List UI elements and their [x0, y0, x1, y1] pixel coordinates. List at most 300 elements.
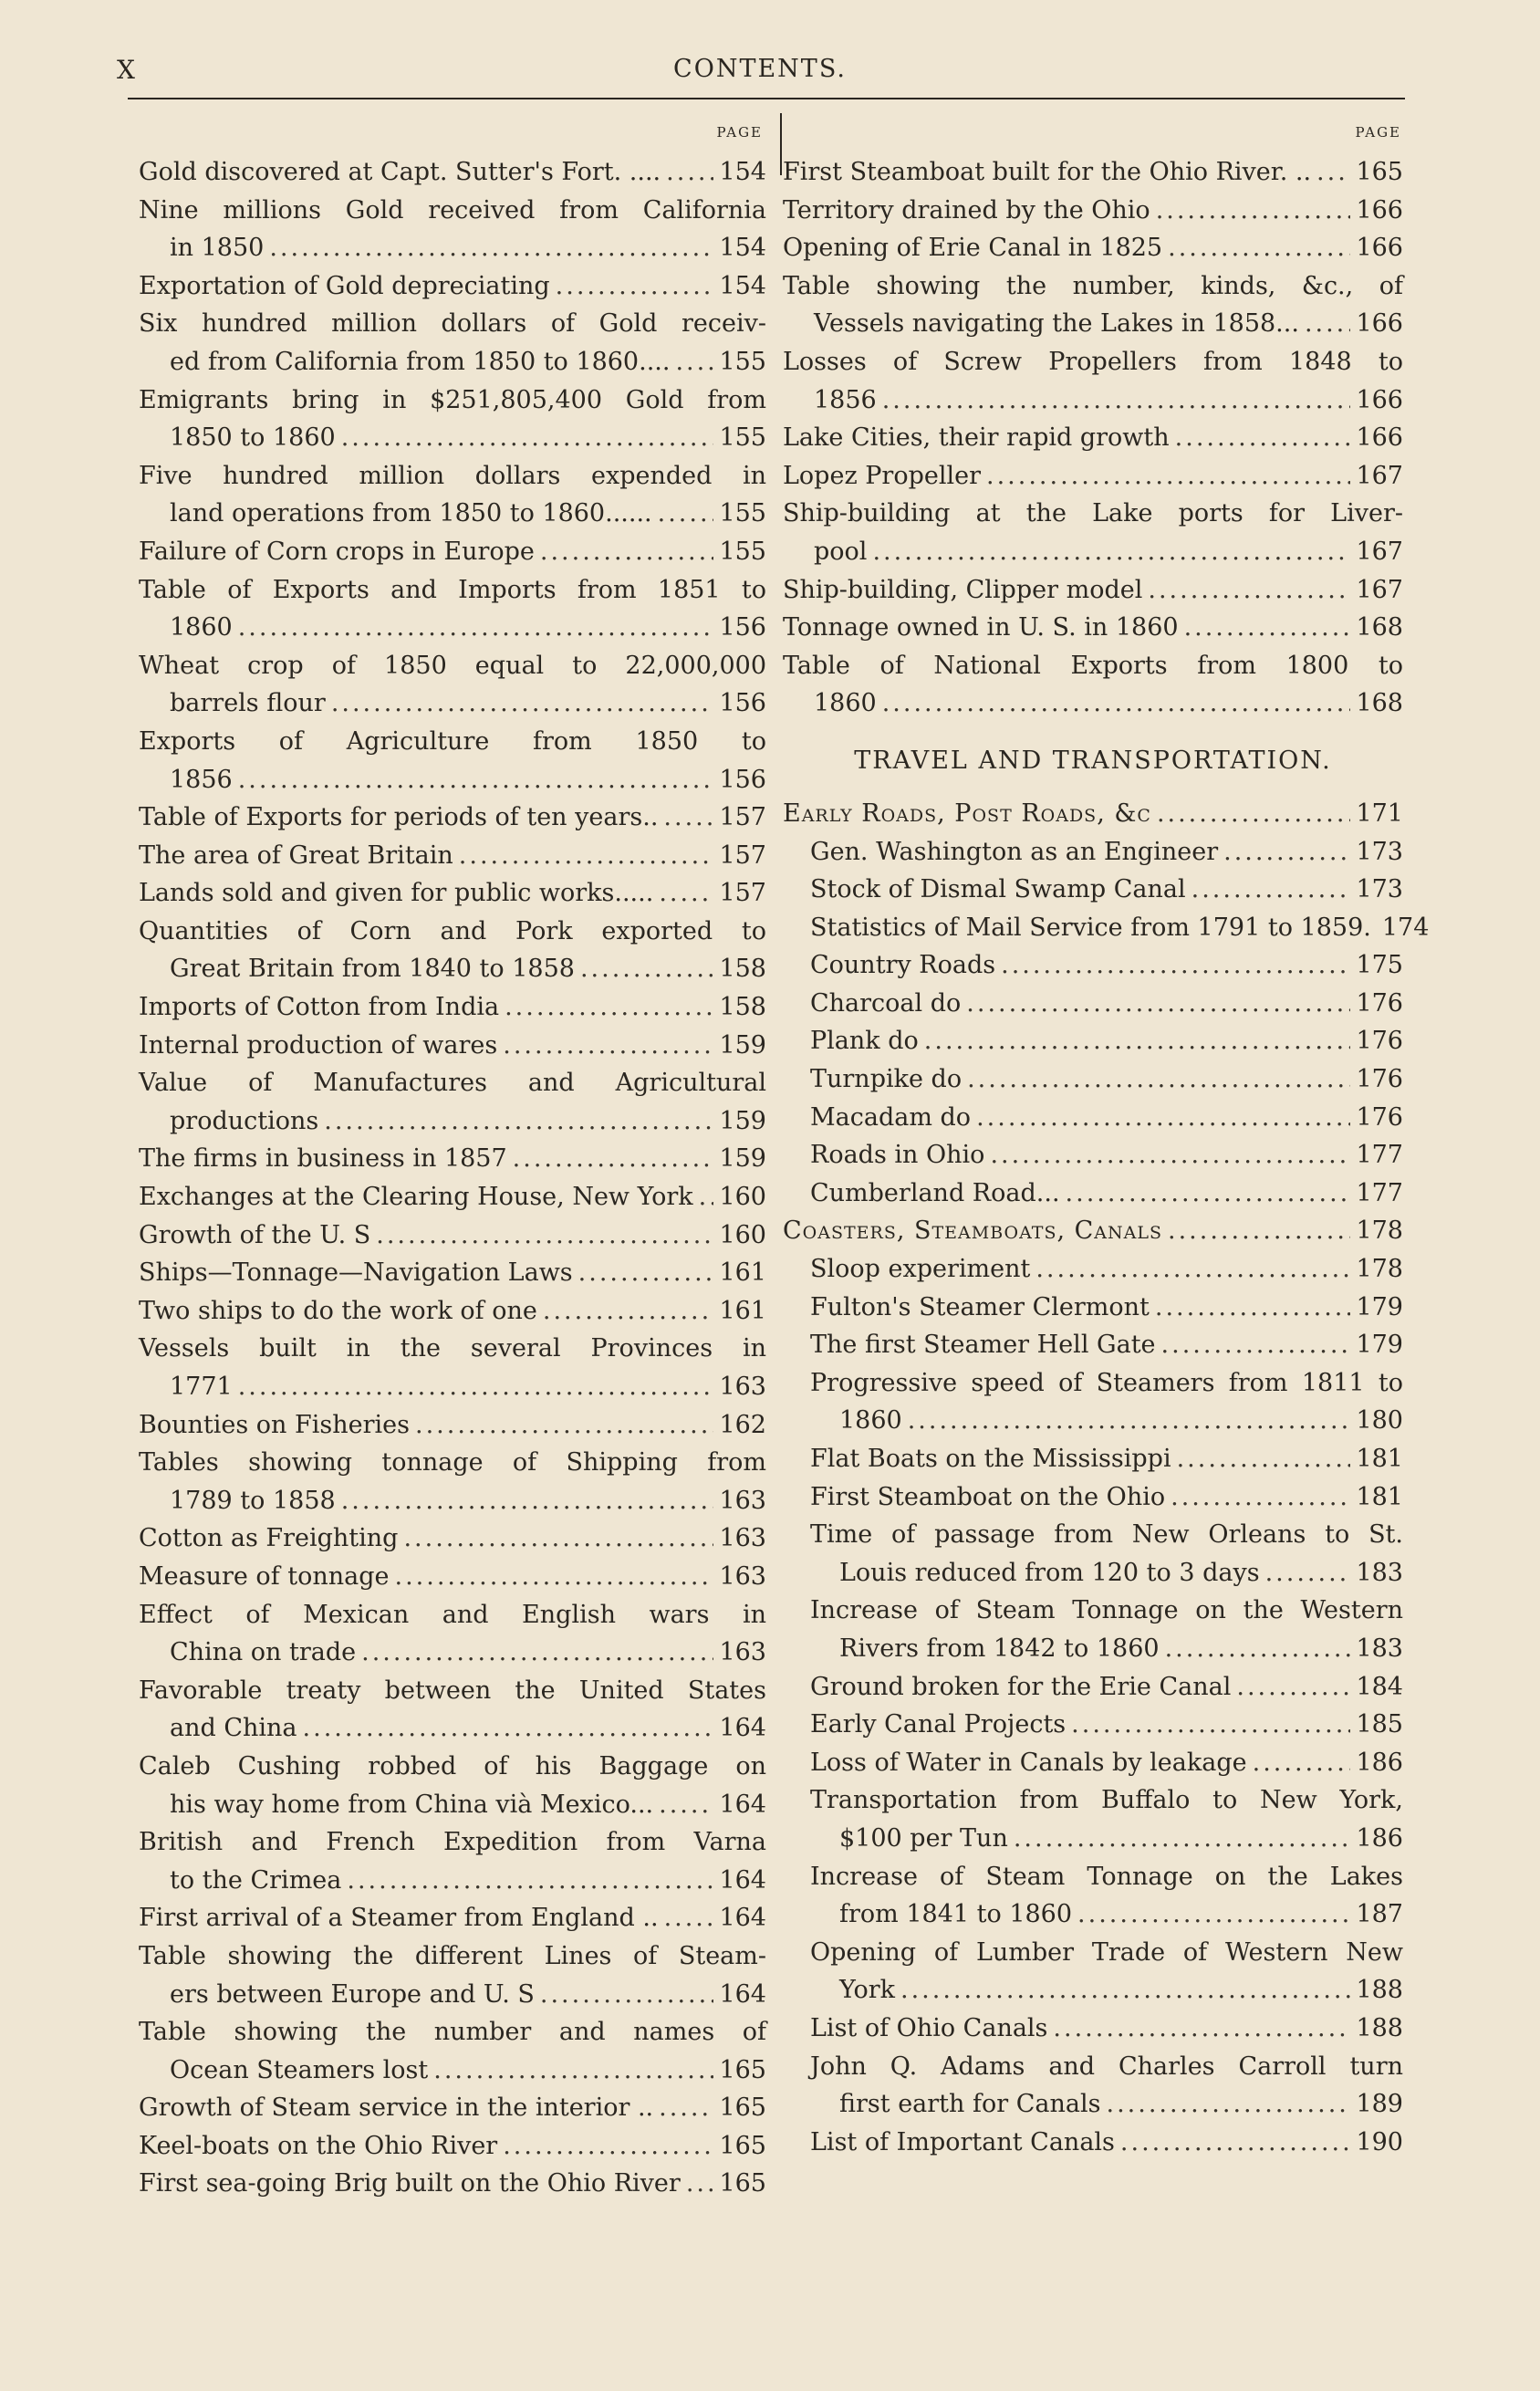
entry-line — [139, 1899, 766, 1937]
entry-line — [810, 1668, 1403, 1707]
entry-title: Gen. Washington as an Engineer — [810, 837, 1219, 866]
entry-line — [810, 1895, 1403, 1934]
entry-line — [810, 1326, 1403, 1364]
toc-entry — [139, 1519, 766, 1558]
dot-leader — [1053, 2010, 1350, 2048]
entry-title: Internal production of wares — [139, 1030, 498, 1060]
entry-page: 166 — [1356, 423, 1403, 453]
entry-line — [139, 153, 766, 192]
entry-line — [139, 1368, 766, 1406]
entry-line — [139, 229, 766, 267]
entry-line — [783, 1212, 1403, 1250]
dot-leader — [1191, 871, 1351, 909]
entry-title: Growth of the U. S — [139, 1220, 371, 1249]
dot-leader — [540, 533, 714, 571]
dot-leader — [1155, 1289, 1351, 1327]
entry-line — [783, 571, 1403, 610]
section-heading: TRAVEL AND TRANSPORTATION. — [854, 746, 1332, 775]
entry-line — [139, 1178, 766, 1216]
entry-page: 167 — [1356, 461, 1403, 490]
entry-page: 171 — [1356, 799, 1403, 828]
entry-title: Cumberland Road... — [810, 1178, 1060, 1207]
entry-line: Favorable treaty between the United States — [139, 1676, 766, 1705]
entry-page: 164 — [719, 1865, 766, 1895]
entry-line: Table of Exports and Imports from 1851 to — [139, 575, 766, 604]
entry-title: Ship-building, Clipper model — [783, 575, 1143, 604]
entry-page: 177 — [1356, 1141, 1403, 1170]
entry-title: First sea-going Brig built on the Ohio River — [139, 2169, 681, 2198]
entry-line: Table showing the number and names of — [139, 2018, 766, 2047]
entry-line — [810, 909, 1430, 947]
toc-entry — [810, 1478, 1403, 1517]
entry-title: Growth of Steam service in the interior .. — [139, 2093, 654, 2123]
toc-entry — [810, 909, 1430, 947]
entry-page: 184 — [1356, 1672, 1403, 1701]
toc-entry — [139, 723, 766, 799]
entry-line — [139, 533, 766, 571]
header-rule — [128, 98, 1405, 99]
entry-title: Ships—Tonnage—Navigation Laws — [139, 1258, 573, 1288]
entry-title: Ocean Steamers lost — [170, 2055, 429, 2084]
dot-leader — [666, 153, 713, 192]
entry-page: 190 — [1356, 2127, 1403, 2156]
dot-leader — [664, 1899, 714, 1937]
toc-entry — [783, 1212, 1403, 1250]
dot-leader — [513, 1140, 714, 1178]
dot-leader — [659, 1786, 713, 1824]
entry-line: Six hundred million dollars of Gold receiv- — [139, 309, 766, 339]
entry-line: Opening of Lumber Trade of Western New — [810, 1937, 1403, 1967]
toc-entry — [139, 1672, 766, 1748]
entry-title: Loss of Water in Canals by leakage — [810, 1748, 1247, 1777]
entry-page: 164 — [719, 1904, 766, 1933]
entry-title: Flat Boats on the Mississippi — [810, 1445, 1171, 1473]
entry-line — [783, 192, 1403, 230]
toc-entry — [810, 1175, 1403, 1213]
toc-entry — [810, 2048, 1403, 2124]
entry-title: Gold discovered at Capt. Sutter's Fort. .... — [139, 158, 661, 186]
entry-line: Value of Manufactures and Agricultural — [139, 1069, 766, 1098]
entry-page: 173 — [1356, 875, 1403, 904]
toc-entry — [139, 913, 766, 988]
entry-page: 155 — [719, 347, 766, 376]
dot-leader — [908, 1402, 1351, 1440]
entry-page: 155 — [719, 499, 766, 528]
toc-entry — [139, 571, 766, 647]
entry-title: Lands sold and given for public works..... — [139, 879, 654, 908]
entry-title: First arrival of a Steamer from England .. — [139, 1904, 659, 1933]
entry-title: first earth for Canals — [839, 2090, 1101, 2119]
entry-page: 165 — [1356, 158, 1403, 186]
entry-line: Vessels built in the several Provinces in — [139, 1334, 766, 1363]
entry-page: 161 — [719, 1258, 766, 1288]
dot-leader — [882, 684, 1351, 723]
toc-entry — [139, 1596, 766, 1672]
dot-leader — [1168, 229, 1350, 267]
entry-page: 160 — [719, 1220, 766, 1249]
entry-line — [139, 1519, 766, 1558]
entry-line — [139, 1254, 766, 1292]
entry-title: 1860 — [814, 689, 877, 718]
dot-leader — [1177, 1440, 1351, 1478]
entry-title: Cotton as Freighting — [139, 1524, 399, 1553]
toc-entry — [139, 837, 766, 875]
entry-title: Early Canal Projects — [810, 1710, 1067, 1739]
dot-leader — [1175, 419, 1351, 457]
entry-page: 167 — [1356, 575, 1403, 604]
entry-title: Opening of Erie Canal in 1825 — [783, 234, 1163, 263]
entry-line: Nine millions Gold received from California — [139, 195, 766, 224]
entry-line — [810, 1175, 1403, 1213]
entry-title: 1860 — [839, 1406, 902, 1436]
entry-page: 158 — [719, 993, 766, 1022]
entry-title: Territory drained by the Ohio — [783, 195, 1150, 224]
entry-line — [139, 1634, 766, 1672]
entry-page: 156 — [719, 613, 766, 642]
entry-line — [810, 1099, 1403, 1137]
entry-line: Caleb Cushing robbed of his Baggage on — [139, 1751, 766, 1780]
entry-page: 176 — [1356, 1065, 1403, 1094]
dot-leader — [967, 1060, 1350, 1099]
toc-entry — [810, 1289, 1403, 1327]
entry-page: 188 — [1356, 1976, 1403, 2005]
entry-line — [139, 1862, 766, 1900]
entry-page: 154 — [719, 271, 766, 300]
entry-page: 183 — [1356, 1634, 1403, 1663]
entry-line: Ship-building at the Lake ports for Liver- — [783, 499, 1403, 528]
dot-leader — [395, 1558, 714, 1596]
right-page-label: PAGE — [1355, 124, 1401, 141]
entry-line — [139, 1140, 766, 1178]
dot-leader — [1077, 1895, 1350, 1934]
entry-page: 164 — [719, 1979, 766, 2009]
entry-title: from 1841 to 1860 — [839, 1900, 1073, 1929]
entry-line — [810, 1820, 1403, 1858]
entry-title: The firms in business in 1857 — [139, 1144, 507, 1174]
dot-leader — [238, 761, 714, 799]
entry-line — [783, 533, 1403, 571]
dot-leader — [324, 1102, 713, 1141]
toc-entry — [139, 2089, 766, 2127]
entry-line: Table showing the different Lines of Steam- — [139, 1941, 766, 1970]
entry-title: Stock of Dismal Swamp Canal — [810, 875, 1186, 904]
toc-entry — [139, 533, 766, 571]
dot-leader — [433, 2052, 713, 2090]
entry-title: Plank do — [810, 1027, 919, 1056]
entry-line — [139, 419, 766, 457]
entry-line — [810, 1554, 1403, 1592]
entry-title: his way home from China vià Mexico... — [170, 1790, 654, 1819]
entry-line — [139, 267, 766, 306]
entry-page: 181 — [1356, 1482, 1403, 1511]
dot-leader — [872, 533, 1350, 571]
entry-page: 176 — [1356, 1027, 1403, 1056]
entry-line — [810, 2010, 1403, 2048]
toc-entry — [810, 871, 1403, 909]
dot-leader — [1014, 1820, 1351, 1858]
toc-entry — [139, 1027, 766, 1065]
entry-page: 188 — [1356, 2013, 1403, 2042]
dot-leader — [990, 1136, 1350, 1175]
entry-line — [810, 1440, 1403, 1478]
entry-line — [783, 229, 1403, 267]
dot-leader — [1035, 1250, 1350, 1289]
entry-line — [139, 1482, 766, 1520]
toc-entry — [783, 419, 1403, 457]
dot-leader — [415, 1406, 713, 1445]
entry-page: 176 — [1356, 1102, 1403, 1132]
running-title: CONTENTS. — [673, 55, 847, 83]
entry-page: 186 — [1356, 1748, 1403, 1777]
toc-entry — [810, 1326, 1403, 1364]
dot-leader — [503, 2127, 713, 2166]
toc-entry — [139, 1823, 766, 1899]
entry-page: 163 — [719, 1638, 766, 1667]
entry-page: 181 — [1356, 1445, 1403, 1473]
entry-line — [810, 1289, 1403, 1327]
entry-line — [810, 985, 1403, 1023]
entry-title: Roads in Ohio — [810, 1141, 985, 1170]
entry-page: 157 — [719, 803, 766, 832]
page-number: X — [117, 55, 136, 85]
dot-leader — [376, 1216, 713, 1255]
entry-title: Imports of Cotton from India — [139, 993, 500, 1022]
entry-line — [139, 2052, 766, 2090]
dot-leader — [1001, 946, 1350, 985]
toc-entry — [810, 1934, 1403, 2010]
dot-leader — [341, 419, 714, 457]
entry-line — [810, 2124, 1403, 2162]
entry-page: 165 — [719, 2131, 766, 2160]
toc-entry — [783, 647, 1403, 723]
toc-entry — [810, 2124, 1403, 2162]
entry-title: Great Britain from 1840 to 1858 — [170, 955, 575, 984]
dot-leader — [1120, 2124, 1351, 2162]
dot-leader — [699, 1178, 714, 1216]
entry-title: Turnpike do — [810, 1065, 962, 1094]
entry-page: 166 — [1356, 195, 1403, 224]
entry-title: Macadam do — [810, 1102, 972, 1132]
entry-line — [139, 343, 766, 381]
entry-page: 164 — [719, 1714, 766, 1743]
entry-line — [139, 495, 766, 533]
dot-leader — [269, 229, 713, 267]
toc-entry — [810, 1099, 1403, 1137]
entry-page: 176 — [1356, 988, 1403, 1018]
dot-leader — [1165, 1630, 1351, 1668]
entry-page: 165 — [719, 2055, 766, 2084]
dot-leader — [341, 1482, 714, 1520]
dot-leader — [1171, 1478, 1350, 1517]
entry-page: 178 — [1356, 1255, 1403, 1284]
entry-line: Tables showing tonnage of Shipping from — [139, 1448, 766, 1477]
toc-entry — [810, 1022, 1403, 1060]
entry-line — [810, 833, 1403, 872]
entry-page: 178 — [1356, 1216, 1403, 1246]
entry-page: 168 — [1356, 689, 1403, 718]
entry-line — [810, 1250, 1403, 1289]
entry-page: 155 — [719, 537, 766, 566]
toc-entry — [139, 1254, 766, 1292]
dot-leader — [1305, 305, 1351, 343]
entry-page: 161 — [719, 1296, 766, 1325]
dot-leader — [1161, 1326, 1351, 1364]
entry-page: 180 — [1356, 1406, 1403, 1436]
entry-line: British and French Expedition from Varna — [139, 1828, 766, 1857]
entry-line: Table of National Exports from 1800 to — [783, 651, 1403, 680]
dot-leader — [1106, 2085, 1350, 2124]
dot-leader — [238, 1368, 714, 1406]
entry-title: York — [839, 1976, 896, 2005]
toc-entry — [810, 1858, 1403, 1934]
toc-entry — [783, 795, 1403, 833]
toc-entry — [139, 1899, 766, 1937]
dot-leader — [540, 1976, 714, 2014]
dot-leader — [1316, 153, 1350, 192]
section-items — [783, 833, 1430, 1213]
entry-line — [139, 799, 766, 837]
entry-page: 166 — [1356, 234, 1403, 263]
toc-entry — [810, 2010, 1403, 2048]
entry-title: List of Ohio Canals — [810, 2013, 1048, 2042]
toc-entry — [810, 1364, 1403, 1440]
entry-line: Wheat crop of 1850 equal to 22,000,000 — [139, 651, 766, 680]
entry-title: and China — [170, 1714, 297, 1743]
entry-title: Bounties on Fisheries — [139, 1410, 410, 1439]
entry-title: List of Important Canals — [810, 2127, 1115, 2156]
entry-line — [139, 1976, 766, 2014]
dot-leader — [1253, 1744, 1351, 1782]
dot-leader — [1071, 1706, 1350, 1744]
column-divider — [780, 113, 782, 175]
toc-entry — [810, 1781, 1403, 1857]
entry-line — [139, 837, 766, 875]
entry-page: 179 — [1356, 1292, 1403, 1321]
dot-leader — [459, 837, 714, 875]
entry-title: 1856 — [170, 765, 233, 794]
dot-leader — [543, 1292, 714, 1331]
entry-page: 168 — [1356, 613, 1403, 642]
toc-entry — [783, 609, 1403, 647]
entry-line: Losses of Screw Propellers from 1848 to — [783, 347, 1403, 376]
entry-line — [139, 874, 766, 913]
entry-line — [810, 871, 1403, 909]
entry-page: 183 — [1356, 1558, 1403, 1587]
entry-page: 154 — [719, 234, 766, 263]
entry-title: First Steamboat built for the Ohio River. .. — [783, 158, 1312, 186]
dot-leader — [331, 684, 714, 723]
entry-line — [783, 795, 1403, 833]
toc-entry — [139, 1064, 766, 1140]
entry-line — [139, 1027, 766, 1065]
entry-line: John Q. Adams and Charles Carroll turn — [810, 2052, 1403, 2081]
entry-page: 164 — [719, 1790, 766, 1819]
page-header — [117, 55, 1403, 91]
toc-entry — [810, 833, 1403, 872]
entry-line — [783, 684, 1403, 723]
dot-leader — [1066, 1175, 1351, 1213]
entry-title: Vessels navigating the Lakes in 1858... — [814, 309, 1299, 339]
entry-line: Exports of Agriculture from 1850 to — [139, 726, 766, 756]
dot-leader — [1223, 833, 1350, 872]
entry-title: Ground broken for the Erie Canal — [810, 1672, 1232, 1701]
toc-entry — [139, 1444, 766, 1519]
left-entries — [139, 153, 766, 2203]
entry-page: 157 — [719, 879, 766, 908]
entry-page: 187 — [1356, 1900, 1403, 1929]
entry-page: 175 — [1356, 951, 1403, 980]
entry-title: 1860 — [170, 613, 233, 642]
dot-leader — [1265, 1554, 1351, 1592]
entry-page: 163 — [719, 1373, 766, 1401]
entry-page: 158 — [719, 955, 766, 984]
entry-title: Measure of tonnage — [139, 1561, 390, 1591]
entry-line: Emigrants bring in $251,805,400 Gold from — [139, 385, 766, 414]
dot-leader — [403, 1519, 713, 1558]
entry-line — [139, 1709, 766, 1748]
toc-entry — [810, 1592, 1403, 1667]
entry-page: 166 — [1356, 309, 1403, 339]
section-items — [783, 1250, 1403, 2161]
entry-page: 173 — [1356, 837, 1403, 866]
toc-entry — [783, 571, 1403, 610]
entry-line — [139, 2089, 766, 2127]
dot-leader — [663, 799, 713, 837]
entry-line — [139, 950, 766, 988]
entry-title: Failure of Corn crops in Europe — [139, 537, 535, 566]
entry-title: in 1850 — [170, 234, 265, 263]
entry-page: 159 — [719, 1030, 766, 1060]
entry-line — [810, 1478, 1403, 1517]
entry-title: barrels flour — [170, 689, 326, 718]
dot-leader — [900, 1971, 1350, 2010]
dot-leader — [1157, 795, 1351, 833]
entry-page: 155 — [719, 423, 766, 453]
entry-line — [783, 609, 1403, 647]
toc-entry — [139, 153, 766, 192]
right-column — [783, 119, 1430, 2161]
dot-leader — [1156, 192, 1351, 230]
entry-title: $100 per Tun — [839, 1823, 1008, 1853]
entry-page: 167 — [1356, 537, 1403, 566]
entry-line — [139, 988, 766, 1027]
entry-line: Five hundred million dollars expended in — [139, 461, 766, 490]
entry-title: 1850 to 1860 — [170, 423, 336, 453]
toc-entry — [783, 229, 1403, 267]
entry-page: 159 — [719, 1144, 766, 1174]
toc-entry — [139, 1937, 766, 2013]
toc-entry — [810, 1250, 1403, 1289]
entry-title: to the Crimea — [170, 1865, 342, 1895]
entry-title: Country Roads — [810, 951, 996, 980]
entry-line — [810, 1630, 1403, 1668]
toc-entry — [810, 1516, 1403, 1592]
entry-line — [810, 1022, 1403, 1060]
entry-line — [783, 419, 1403, 457]
entry-page: 154 — [719, 158, 766, 186]
toc-entry — [810, 1440, 1403, 1478]
entry-line — [810, 1136, 1403, 1175]
entry-line — [139, 609, 766, 647]
entry-line — [810, 1060, 1403, 1099]
entry-line — [139, 2165, 766, 2203]
entry-line — [810, 1971, 1403, 2010]
entry-page: 163 — [719, 1486, 766, 1515]
entry-title: Table of Exports for periods of ten years.. — [139, 803, 659, 832]
entry-line — [783, 381, 1403, 420]
toc-entry — [139, 1748, 766, 1823]
entry-title: Statistics of Mail Service from 1791 to 1859. — [810, 913, 1371, 942]
